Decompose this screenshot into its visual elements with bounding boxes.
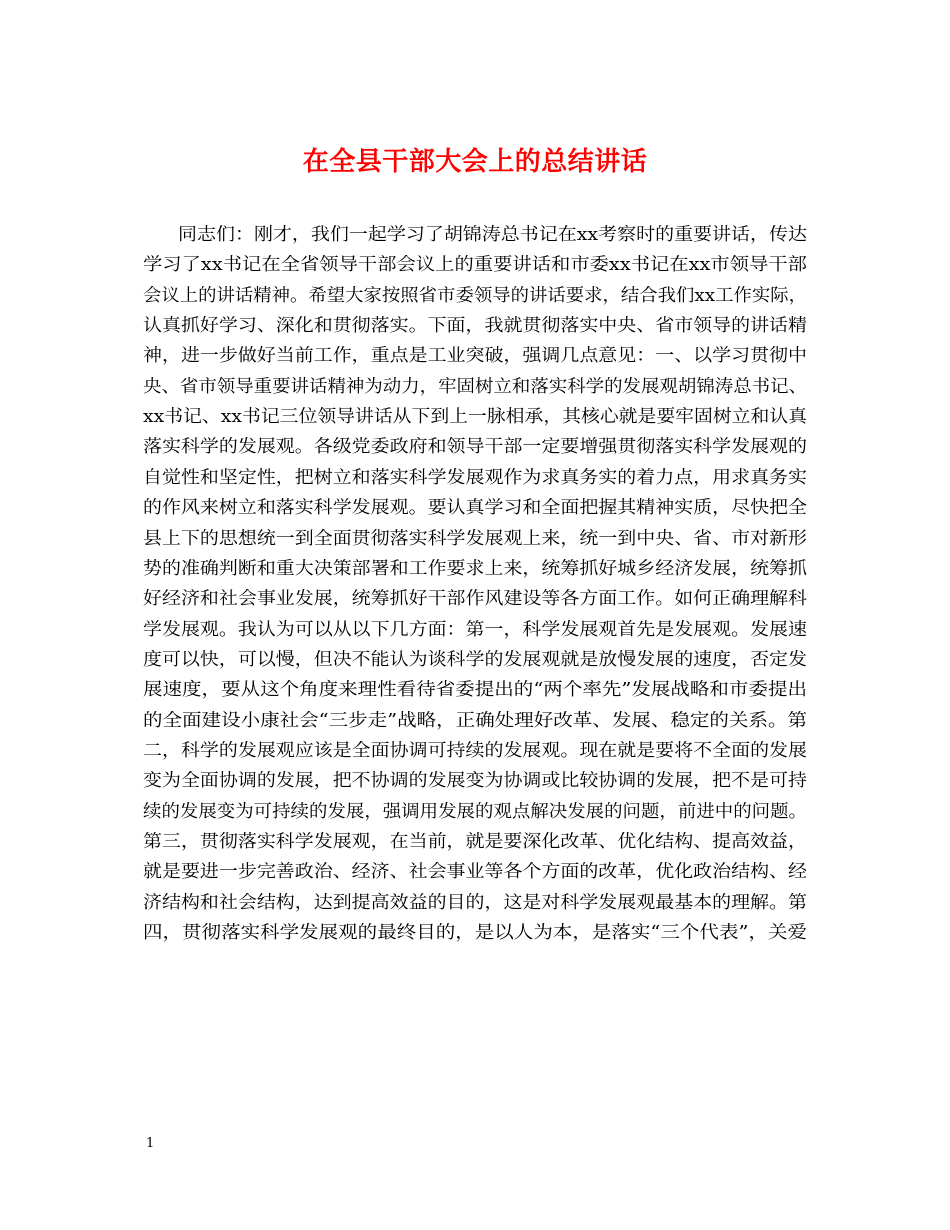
body-text-line: 学习了xx书记在全省领导干部会议上的重要讲话和市委xx书记在xx市领导干部: [143, 255, 807, 276]
body-text-line: 济结构和社会结构，达到提高效益的目的，这是对科学发展观最基本的理解。第: [143, 892, 807, 913]
body-text-line: 展速度，要从这个角度来理性看待省委提出的“两个率先”发展战略和市委提出: [143, 680, 807, 701]
body-text-line: 势的准确判断和重大决策部署和工作要求上来，统筹抓好城乡经济发展，统筹抓: [143, 558, 807, 579]
body-text-line: 认真抓好学习、深化和贯彻落实。下面，我就贯彻落实中央、省市领导的讲话精: [143, 316, 807, 337]
body-text-line: 学发展观。我认为可以从以下几方面：第一，科学发展观首先是发展观。发展速: [143, 619, 807, 640]
body-text-line: 神，进一步做好当前工作，重点是工业突破，强调几点意见：一、以学习贯彻中: [143, 346, 807, 367]
body-text-line: 县上下的思想统一到全面贯彻落实科学发展观上来，统一到中央、省、市对新形: [143, 528, 807, 549]
document-title: 在全县干部大会上的总结讲话: [302, 147, 648, 177]
body-text-line: 四，贯彻落实科学发展观的最终目的，是以人为本，是落实“三个代表”，关爱: [143, 923, 807, 944]
body-text-line: 会议上的讲话精神。希望大家按照省市委领导的讲话要求，结合我们xx工作实际，: [143, 285, 807, 306]
body-text-line: 央、省市领导重要讲话精神为动力，牢固树立和落实科学的发展观胡锦涛总书记、: [143, 376, 807, 397]
body-text-line: 第三，贯彻落实科学发展观，在当前，就是要深化改革、优化结构、提高效益，: [143, 832, 807, 852]
body-text-line: 的全面建设小康社会“三步走”战略，正确处理好改革、发展、稳定的关系。第: [143, 710, 807, 731]
body-text-line: 续的发展变为可持续的发展，强调用发展的观点解决发展的问题，前进中的问题。: [143, 801, 807, 822]
page-number: 1: [146, 1136, 155, 1151]
body-text-line: 度可以快，可以慢，但决不能认为谈科学的发展观就是放慢发展的速度，否定发: [143, 649, 807, 670]
body-text-line: xx书记、xx书记三位领导讲话从下到上一脉相承，其核心就是要牢固树立和认真: [143, 407, 807, 428]
body-text-line: 自觉性和坚定性，把树立和落实科学发展观作为求真务实的着力点，用求真务实: [143, 467, 807, 488]
body-text-line: 变为全面协调的发展，把不协调的发展变为协调或比较协调的发展，把不是可持: [143, 771, 807, 792]
body-text-line: 的作风来树立和落实科学发展观。要认真学习和全面把握其精神实质，尽快把全: [143, 498, 807, 519]
body-text-line: 好经济和社会事业发展，统筹抓好干部作风建设等各方面工作。如何正确理解科: [143, 589, 807, 610]
body-text-line: 同志们：刚才，我们一起学习了胡锦涛总书记在xx考察时的重要讲话，传达: [178, 225, 807, 245]
body-text-line: 落实科学的发展观。各级党委政府和领导干部一定要增强贯彻落实科学发展观的: [143, 437, 807, 458]
body-text-line: 就是要进一步完善政治、经济、社会事业等各个方面的改革，优化政治结构、经: [143, 862, 807, 883]
body-text-line: 二，科学的发展观应该是全面协调可持续的发展观。现在就是要将不全面的发展: [143, 740, 807, 761]
